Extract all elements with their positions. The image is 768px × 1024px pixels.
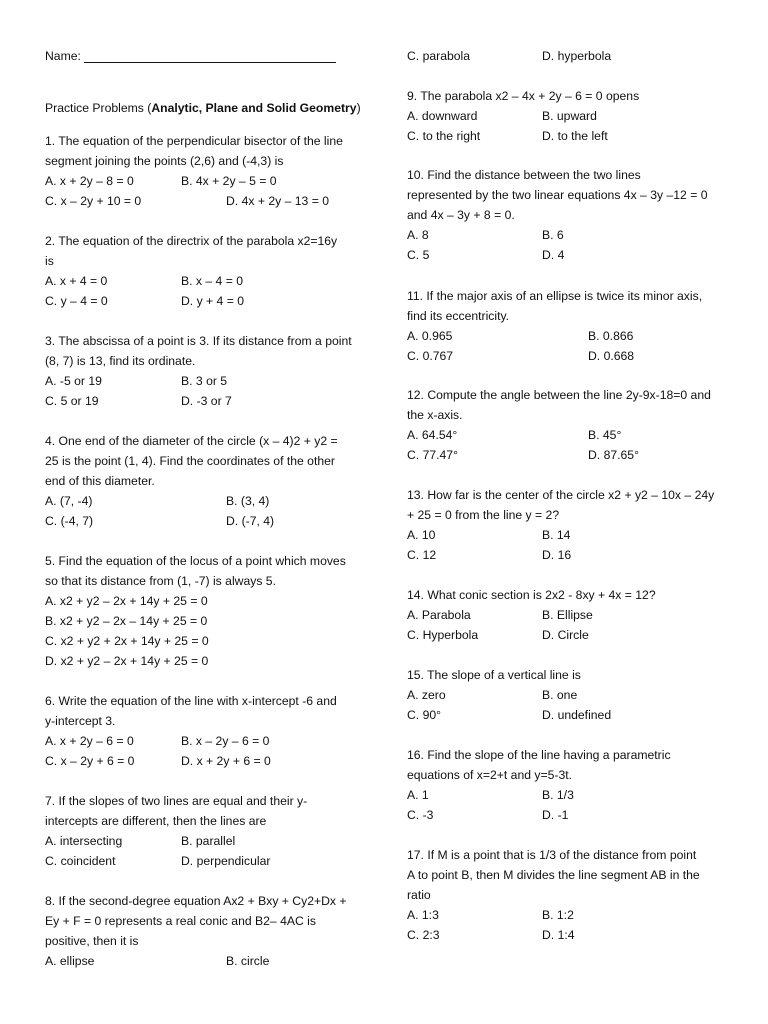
question-15-option: C. 90° [407,708,442,722]
question-16-option: C. -3 [407,808,434,822]
question-17-text: 17. If M is a point that is 1/3 of the distance from point [407,848,697,862]
question-12-option: D. 87.65° [588,448,639,462]
question-12-option: A. 64.54° [407,428,458,442]
question-8-option: A. ellipse [45,954,95,968]
question-6-option: A. x + 2y – 6 = 0 [45,734,134,748]
heading-prefix: Practice Problems ( [45,101,152,115]
question-11-option: A. 0.965 [407,329,453,343]
question-11-text: find its eccentricity. [407,309,510,323]
question-17-text: A to point B, then M divides the line segment AB in the [407,868,700,882]
question-5-text: 5. Find the equation of the locus of a point which moves [45,554,346,568]
question-4-option: D. (-7, 4) [226,514,275,528]
question-2-option: D. y + 4 = 0 [181,294,245,308]
question-4-option: C. (-4, 7) [45,514,94,528]
question-6-option: B. x – 2y – 6 = 0 [181,734,270,748]
question-10-text: 10. Find the distance between the two lines [407,168,641,182]
question-13-option: A. 10 [407,528,436,542]
question-10-option: B. 6 [542,228,564,242]
question-5-text: so that its distance from (1, -7) is always 5. [45,574,276,588]
question-7-option: C. coincident [45,854,116,868]
question-13-option: C. 12 [407,548,437,562]
question-2-option: B. x – 4 = 0 [181,274,243,288]
question-13-text: + 25 = 0 from the line y = 2? [407,508,560,522]
name-label: Name: [45,49,81,63]
question-7-text: 7. If the slopes of two lines are equal and their y- [45,794,308,808]
question-4-text: 4. One end of the diameter of the circle (x – 4)2 + y2 = [45,434,338,448]
question-9-text: 9. The parabola x2 – 4x + 2y – 6 = 0 opens [407,89,640,103]
question-14-text: 14. What conic section is 2x2 - 8xy + 4x = 12? [407,588,656,602]
question-3-text: (8, 7) is 13, find its ordinate. [45,354,196,368]
question-15-option: B. one [542,688,578,702]
question-2-text: is [45,254,54,268]
question-15-text: 15. The slope of a vertical line is [407,668,581,682]
question-1-text: 1. The equation of the perpendicular bisector of the line [45,134,343,148]
question-5-option: C. x2 + y2 + 2x + 14y + 25 = 0 [45,634,209,648]
question-8-option: D. hyperbola [542,49,612,63]
question-2-text: 2. The equation of the directrix of the parabola x2=16y [45,234,338,248]
question-2-option: A. x + 4 = 0 [45,274,108,288]
question-13-option: B. 14 [542,528,571,542]
name-field [45,46,336,66]
question-10-option: C. 5 [407,248,430,262]
question-4-text: end of this diameter. [45,474,155,488]
question-3-option: A. -5 or 19 [45,374,102,388]
question-7-option: D. perpendicular [181,854,271,868]
name-blank[interactable] [84,48,336,63]
question-14-option: D. Circle [542,628,589,642]
question-6-option: D. x + 2y + 6 = 0 [181,754,271,768]
question-8-text: Ey + F = 0 represents a real conic and B2– 4AC is [45,914,316,928]
question-12-text: 12. Compute the angle between the line 2y-9x-18=0 and [407,388,711,402]
question-10-option: D. 4 [542,248,565,262]
question-10-option: A. 8 [407,228,429,242]
question-5-option: D. x2 + y2 – 2x + 14y + 25 = 0 [45,654,209,668]
question-12-option: C. 77.47° [407,448,458,462]
page-heading [45,98,361,118]
question-10-text: represented by the two linear equations 4x – 3y –12 = 0 [407,188,708,202]
question-9-option: B. upward [542,109,597,123]
question-16-option: D. -1 [542,808,569,822]
question-17-option: A. 1:3 [407,908,439,922]
question-5-option: A. x2 + y2 – 2x + 14y + 25 = 0 [45,594,208,608]
question-4-option: A. (7, -4) [45,494,93,508]
question-1-option: B. 4x + 2y – 5 = 0 [181,174,277,188]
question-6-text: y-intercept 3. [45,714,116,728]
question-1-option: D. 4x + 2y – 13 = 0 [226,194,329,208]
question-3-text: 3. The abscissa of a point is 3. If its distance from a point [45,334,352,348]
question-7-option: A. intersecting [45,834,123,848]
question-14-option: A. Parabola [407,608,471,622]
question-11-option: B. 0.866 [588,329,634,343]
question-3-option: C. 5 or 19 [45,394,99,408]
question-1-option: A. x + 2y – 8 = 0 [45,174,134,188]
question-17-option: D. 1:4 [542,928,575,942]
question-12-text: the x-axis. [407,408,463,422]
question-14-option: B. Ellipse [542,608,593,622]
question-16-text: equations of x=2+t and y=5-3t. [407,768,572,782]
question-9-option: C. to the right [407,129,481,143]
question-17-option: B. 1:2 [542,908,574,922]
question-9-option: D. to the left [542,129,608,143]
question-7-option: B. parallel [181,834,236,848]
question-4-option: B. (3, 4) [226,494,270,508]
question-13-text: 13. How far is the center of the circle x2 + y2 – 10x – 24y [407,488,715,502]
question-16-text: 16. Find the slope of the line having a parametric [407,748,671,762]
question-8-text: positive, then it is [45,934,139,948]
heading-suffix: ) [356,101,361,115]
question-11-text: 11. If the major axis of an ellipse is twice its minor axis, [407,289,703,303]
question-5-option: B. x2 + y2 – 2x – 14y + 25 = 0 [45,614,208,628]
question-6-option: C. x – 2y + 6 = 0 [45,754,135,768]
question-15-option: D. undefined [542,708,612,722]
question-11-option: C. 0.767 [407,349,454,363]
question-16-option: B. 1/3 [542,788,574,802]
question-6-text: 6. Write the equation of the line with x-intercept -6 and [45,694,337,708]
heading-bold: Analytic, Plane and Solid Geometry [151,101,357,115]
question-8-option: C. parabola [407,49,471,63]
question-1-text: segment joining the points (2,6) and (-4,3) is [45,154,284,168]
question-16-option: A. 1 [407,788,429,802]
question-2-option: C. y – 4 = 0 [45,294,108,308]
question-15-option: A. zero [407,688,446,702]
question-9-option: A. downward [407,109,478,123]
question-13-option: D. 16 [542,548,572,562]
question-8-text: 8. If the second-degree equation Ax2 + Bxy + Cy2+Dx + [45,894,347,908]
question-14-option: C. Hyperbola [407,628,479,642]
question-8-option: B. circle [226,954,270,968]
question-11-option: D. 0.668 [588,349,635,363]
question-10-text: and 4x – 3y + 8 = 0. [407,208,515,222]
question-17-text: ratio [407,888,431,902]
question-4-text: 25 is the point (1, 4). Find the coordinates of the other [45,454,335,468]
question-12-option: B. 45° [588,428,622,442]
question-1-option: C. x – 2y + 10 = 0 [45,194,142,208]
question-3-option: D. -3 or 7 [181,394,232,408]
question-17-option: C. 2:3 [407,928,440,942]
question-7-text: intercepts are different, then the lines are [45,814,267,828]
question-3-option: B. 3 or 5 [181,374,228,388]
